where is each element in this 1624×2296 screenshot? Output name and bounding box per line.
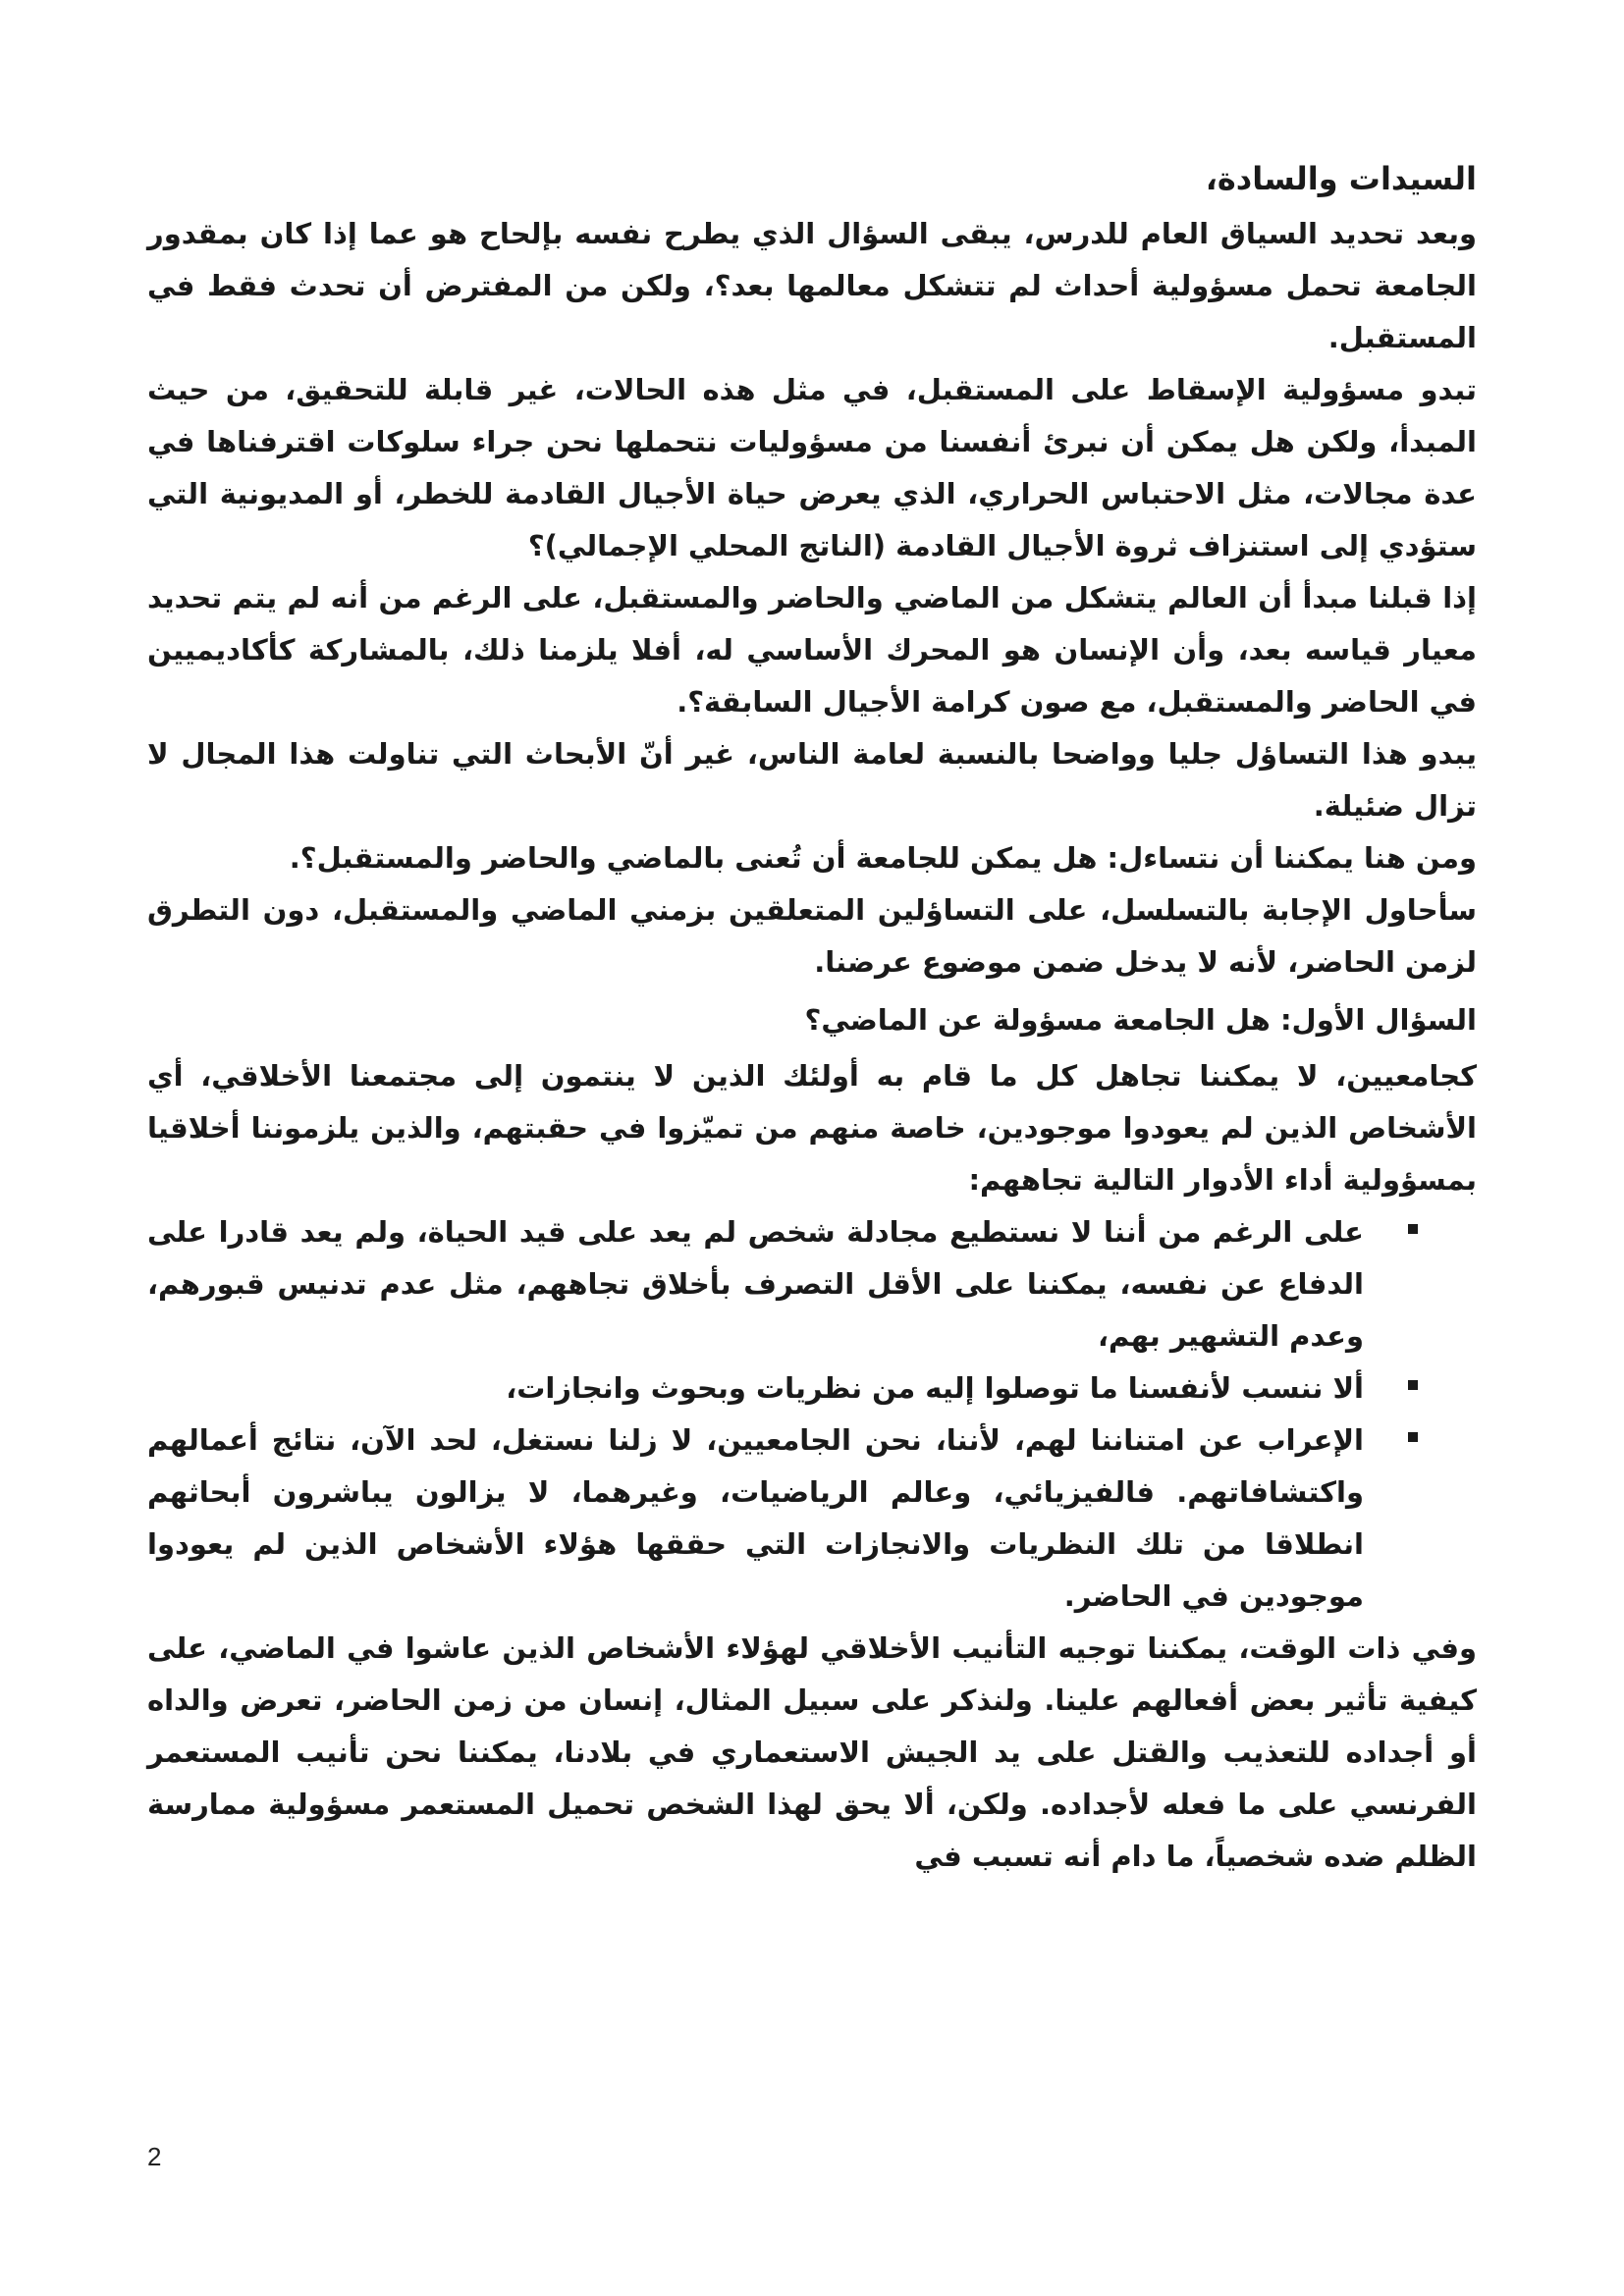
list-item-text: الإعراب عن امتناننا لهم، لأننا، نحن الجامعيين، لا زلنا نستغل، لحد الآن، نتائج أعمالهم واكتشافاتهم. فالفيزيائي، وعالم الرياضيات، وغيرهما، لا يزالون يباشرون أبحاثهم انطلاقا من تلك النظريات والانجازات التي حققها هؤلاء الأشخاص الذين لم يعودوا موجودين في الحاضر. — [147, 1423, 1364, 1613]
list-item — [147, 1206, 1418, 1362]
page-number: 2 — [147, 2142, 162, 2171]
paragraph-moral-reproach: وفي ذات الوقت، يمكننا توجيه التأنيب الأخلاقي لهؤلاء الأشخاص الذين عاشوا في الماضي، على كيفية تأثير بعض أفعالهم علينا. ولنذكر على سبيل المثال، إنسان من زمن الحاضر، تعرض والداه أو أجداده للتعذيب والقتل على يد الجيش الاستعماري في بلادنا، يمكننا نحن تأنيب المستعمر الفرنسي على ما فعله لأجداده. ولكن، ألا يحق لهذا الشخص تحميل المستعمر مسؤولية ممارسة الظلم ضده شخصياً، ما دام أنه تسبب في — [147, 1631, 1477, 1873]
list-item-text: ألا ننسب لأنفسنا ما توصلوا إليه من نظريات وبحوث وانجازات، — [506, 1371, 1364, 1405]
square-bullet-icon — [1408, 1380, 1418, 1390]
square-bullet-icon — [1408, 1224, 1418, 1234]
question-heading: السؤال الأول: هل الجامعة مسؤولة عن الماضي؟ — [804, 1003, 1477, 1037]
paragraph-projection: تبدو مسؤولية الإسقاط على المستقبل، في مثل هذه الحالات، غير قابلة للتحقيق، من حيث المبدأ، ولكن هل يمكن أن نبرئ أنفسنا من مسؤوليات نتحملها نحن جراء سلوكات اقترفناها في عدة مجالات، مثل الاحتباس الحراري، الذي يعرض حياة الأجيال القادمة للخطر، أو المديونية التي ستؤدي إلى استنزاف ثروة الأجيال القادمة (الناتج المحلي الإجمالي)؟ — [147, 373, 1477, 562]
duties-list — [147, 1206, 1477, 1623]
list-item-text: على الرغم من أننا لا نستطيع مجادلة شخص لم يعد على قيد الحياة، ولم يعد قادرا على الدفاع عن نفسه، يمكننا على الأقل التصرف بأخلاق تجاههم، مثل عدم تدنيس قبورهم، وعدم التشهير بهم، — [147, 1215, 1364, 1353]
square-bullet-icon — [1408, 1432, 1418, 1442]
paragraph-academics: كجامعيين، لا يمكننا تجاهل كل ما قام به أولئك الذين لا ينتمون إلى مجتمعنا الأخلاقي، أي الأشخاص الذين لم يعودوا موجودين، خاصة منهم من تميّزوا في حقبتهم، والذين يلزموننا أخلاقيا بمسؤولية أداء الأدوار التالية تجاههم: — [147, 1059, 1477, 1197]
salutation-heading: السيدات والسادة، — [1205, 160, 1477, 197]
paragraph-answer-plan: سأحاول الإجابة بالتسلسل، على التساؤلين المتعلقين بزمني الماضي والمستقبل، دون التطرق لزمن الحاضر، لأنه لا يدخل ضمن موضوع عرضنا. — [147, 893, 1477, 979]
paragraph-research-scarce: يبدو هذا التساؤل جليا وواضحا بالنسبة لعامة الناس، غير أنّ الأبحاث التي تناولت هذا المجال لا تزال ضئيلة. — [147, 737, 1477, 823]
list-item — [147, 1362, 1418, 1415]
document-page — [147, 157, 1477, 1883]
list-item — [147, 1415, 1418, 1623]
paragraph-question-intro: ومن هنا يمكننا أن نتساءل: هل يمكن للجامعة أن تُعنى بالماضي والحاضر والمستقبل؟. — [289, 841, 1477, 875]
paragraph-world-principle: إذا قبلنا مبدأ أن العالم يتشكل من الماضي والحاضر والمستقبل، على الرغم من أنه لم يتم تحديد معيار قياسه بعد، وأن الإنسان هو المحرك الأساسي له، أفلا يلزمنا ذلك، بالمشاركة كأكاديميين في الحاضر والمستقبل، مع صون كرامة الأجيال السابقة؟. — [147, 581, 1477, 719]
paragraph-future-responsibility: وبعد تحديد السياق العام للدرس، يبقى السؤال الذي يطرح نفسه بإلحاح هو عما إذا كان بمقدور الجامعة تحمل مسؤولية أحداث لم تتشكل معالمها بعد؟، ولكن من المفترض أن تحدث فقط في المستقبل. — [147, 217, 1477, 354]
